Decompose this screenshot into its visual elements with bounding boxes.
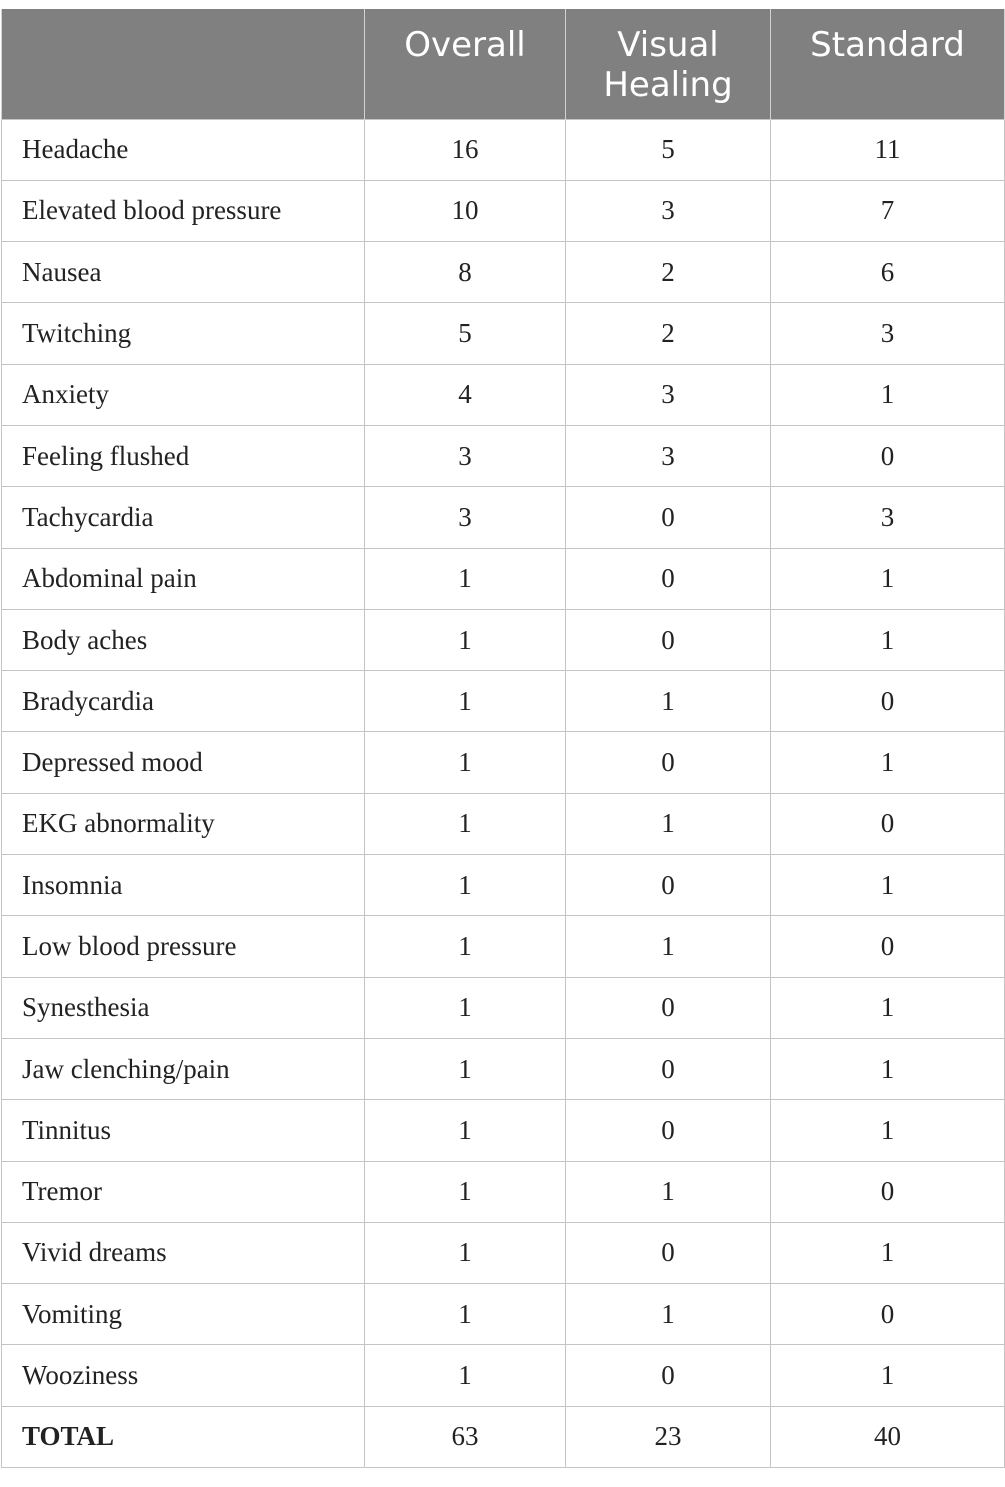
cell-visual-healing: 0 (566, 1345, 771, 1406)
adverse-events-table (1, 9, 1005, 1468)
cell-visual-healing: 5 (566, 119, 771, 180)
cell-overall: 10 (365, 180, 566, 241)
cell-overall: 8 (365, 242, 566, 303)
row-label: Twitching (2, 303, 365, 364)
cell-visual-healing: 0 (566, 732, 771, 793)
cell-visual-healing: 3 (566, 364, 771, 425)
cell-standard: 1 (771, 609, 1005, 670)
cell-standard: 1 (771, 977, 1005, 1038)
row-label: Synesthesia (2, 977, 365, 1038)
header-overall: Overall (365, 9, 566, 119)
cell-standard: 1 (771, 855, 1005, 916)
cell-overall: 1 (365, 1161, 566, 1222)
cell-overall: 1 (365, 1038, 566, 1099)
table-row (2, 977, 1005, 1038)
row-label: Vivid dreams (2, 1222, 365, 1283)
cell-standard: 1 (771, 1100, 1005, 1161)
cell-standard: 0 (771, 793, 1005, 854)
row-label: Jaw clenching/pain (2, 1038, 365, 1099)
total-overall: 63 (365, 1406, 566, 1467)
row-label: Tachycardia (2, 487, 365, 548)
table-row (2, 487, 1005, 548)
cell-overall: 16 (365, 119, 566, 180)
total-row (2, 1406, 1005, 1467)
row-label: Depressed mood (2, 732, 365, 793)
cell-overall: 3 (365, 487, 566, 548)
row-label: Insomnia (2, 855, 365, 916)
table-row (2, 609, 1005, 670)
table-row (2, 732, 1005, 793)
header-empty-cell (2, 9, 365, 119)
table-row (2, 1222, 1005, 1283)
cell-standard: 1 (771, 364, 1005, 425)
cell-standard: 0 (771, 1161, 1005, 1222)
table-row (2, 303, 1005, 364)
table-row (2, 1345, 1005, 1406)
row-label: EKG abnormality (2, 793, 365, 854)
cell-overall: 1 (365, 793, 566, 854)
row-label: Elevated blood pressure (2, 180, 365, 241)
row-label: Bradycardia (2, 671, 365, 732)
cell-overall: 4 (365, 364, 566, 425)
cell-standard: 0 (771, 1284, 1005, 1345)
table-row (2, 1284, 1005, 1345)
cell-overall: 3 (365, 425, 566, 486)
cell-visual-healing: 0 (566, 1038, 771, 1099)
header-standard: Standard (771, 9, 1005, 119)
cell-visual-healing: 2 (566, 303, 771, 364)
row-label: Low blood pressure (2, 916, 365, 977)
cell-visual-healing: 2 (566, 242, 771, 303)
cell-visual-healing: 0 (566, 1222, 771, 1283)
table-row (2, 364, 1005, 425)
cell-overall: 1 (365, 1284, 566, 1345)
table-row (2, 855, 1005, 916)
cell-standard: 6 (771, 242, 1005, 303)
table-row (2, 1100, 1005, 1161)
total-standard: 40 (771, 1406, 1005, 1467)
header-visual-healing: Visual Healing (566, 9, 771, 119)
table-row (2, 242, 1005, 303)
header-row (2, 9, 1005, 119)
row-label: Body aches (2, 609, 365, 670)
table-body (2, 119, 1005, 1468)
cell-visual-healing: 1 (566, 1161, 771, 1222)
table-row (2, 1161, 1005, 1222)
cell-standard: 1 (771, 1038, 1005, 1099)
cell-overall: 1 (365, 916, 566, 977)
cell-standard: 0 (771, 425, 1005, 486)
row-label: Vomiting (2, 1284, 365, 1345)
row-label: Feeling flushed (2, 425, 365, 486)
table-row (2, 1038, 1005, 1099)
row-label: Headache (2, 119, 365, 180)
cell-overall: 1 (365, 671, 566, 732)
cell-visual-healing: 0 (566, 977, 771, 1038)
cell-standard: 11 (771, 119, 1005, 180)
table-row (2, 119, 1005, 180)
cell-standard: 0 (771, 916, 1005, 977)
table-row (2, 180, 1005, 241)
cell-visual-healing: 1 (566, 916, 771, 977)
cell-overall: 1 (365, 977, 566, 1038)
cell-visual-healing: 0 (566, 855, 771, 916)
table-header (2, 9, 1005, 119)
cell-standard: 1 (771, 1345, 1005, 1406)
row-label: Abdominal pain (2, 548, 365, 609)
row-label: Wooziness (2, 1345, 365, 1406)
cell-visual-healing: 1 (566, 671, 771, 732)
cell-standard: 1 (771, 1222, 1005, 1283)
cell-overall: 1 (365, 1222, 566, 1283)
cell-standard: 1 (771, 732, 1005, 793)
cell-overall: 1 (365, 1100, 566, 1161)
cell-standard: 3 (771, 487, 1005, 548)
cell-visual-healing: 0 (566, 548, 771, 609)
total-label: TOTAL (2, 1406, 365, 1467)
cell-visual-healing: 3 (566, 425, 771, 486)
cell-visual-healing: 0 (566, 487, 771, 548)
cell-standard: 0 (771, 671, 1005, 732)
cell-visual-healing: 0 (566, 609, 771, 670)
row-label: Anxiety (2, 364, 365, 425)
row-label: Nausea (2, 242, 365, 303)
cell-overall: 1 (365, 548, 566, 609)
cell-standard: 3 (771, 303, 1005, 364)
cell-standard: 1 (771, 548, 1005, 609)
table-row (2, 671, 1005, 732)
cell-visual-healing: 1 (566, 1284, 771, 1345)
cell-overall: 1 (365, 855, 566, 916)
cell-overall: 5 (365, 303, 566, 364)
row-label: Tinnitus (2, 1100, 365, 1161)
cell-standard: 7 (771, 180, 1005, 241)
cell-overall: 1 (365, 1345, 566, 1406)
table-row (2, 425, 1005, 486)
table-row (2, 793, 1005, 854)
row-label: Tremor (2, 1161, 365, 1222)
table-row (2, 916, 1005, 977)
cell-visual-healing: 1 (566, 793, 771, 854)
cell-visual-healing: 0 (566, 1100, 771, 1161)
cell-overall: 1 (365, 609, 566, 670)
cell-visual-healing: 3 (566, 180, 771, 241)
table-row (2, 548, 1005, 609)
cell-overall: 1 (365, 732, 566, 793)
total-visual-healing: 23 (566, 1406, 771, 1467)
